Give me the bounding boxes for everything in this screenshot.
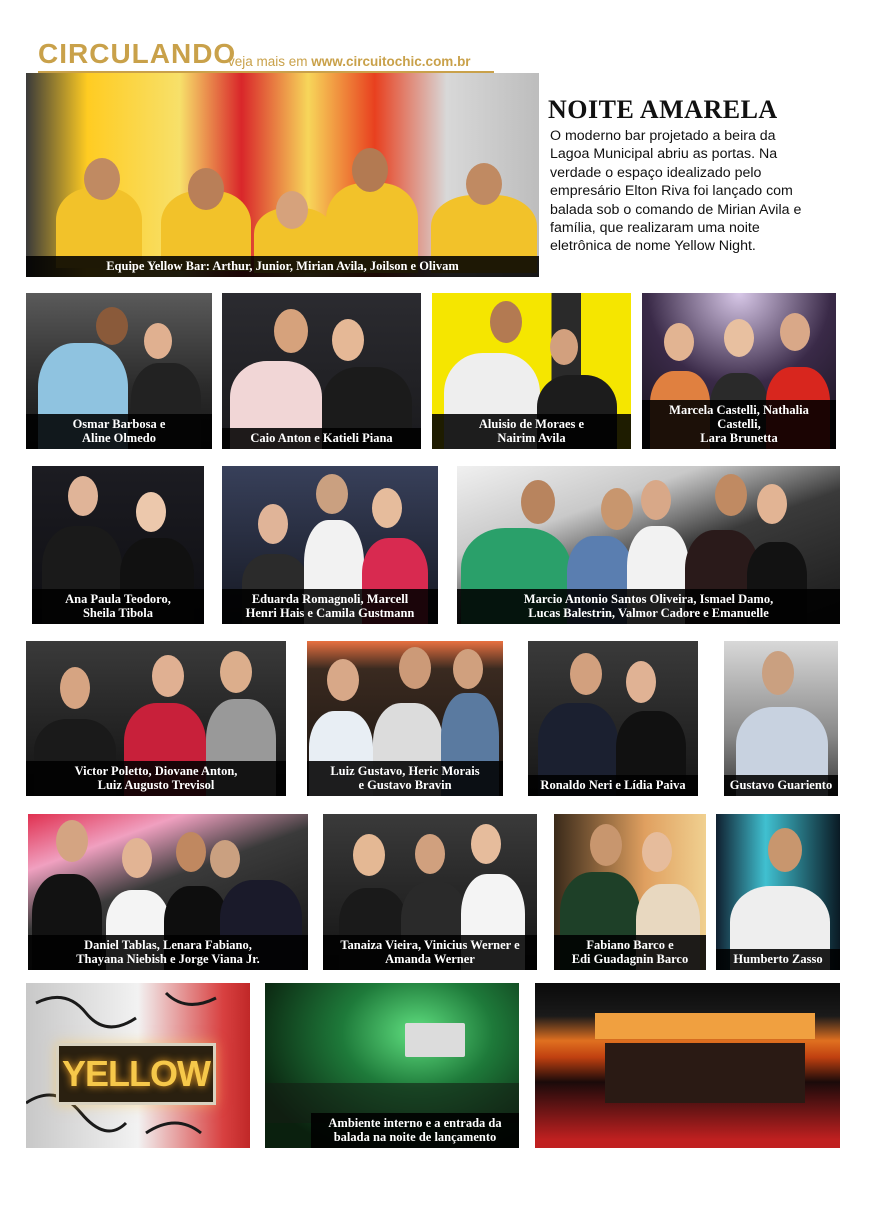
photo-r3a [26, 641, 286, 796]
photo-caption [26, 256, 539, 277]
caption-line: Luiz Gustavo, Heric Morais [330, 764, 480, 778]
caption-line: Equipe Yellow Bar: Arthur, Junior, Mirian Avila, Joilson e Olivam [106, 259, 459, 273]
yellow-sign-text: YELLOW [62, 1053, 210, 1094]
caption-line: Edi Guadagnin Barco [571, 952, 689, 966]
caption-line: Daniel Tablas, Lenara Fabiano, [84, 938, 252, 952]
photo-caption [222, 428, 421, 449]
photo-r3d [724, 641, 838, 796]
photo-caption [724, 775, 838, 796]
photo-r2c [457, 466, 840, 624]
photo-r1a [26, 293, 212, 449]
photo-caption [32, 589, 204, 624]
more-url[interactable]: www.circuitochic.com.br [311, 54, 471, 69]
yellow-sign [56, 1043, 216, 1105]
caption-line: Victor Poletto, Diovane Anton, [74, 764, 238, 778]
caption-line: Ronaldo Neri e Lídia Paiva [540, 778, 686, 792]
caption-line: Nairim Avila [497, 431, 566, 445]
photo-r5a [26, 983, 250, 1148]
photo-caption [642, 400, 836, 449]
caption-line: Aline Olmedo [82, 431, 156, 445]
photo-r4b [323, 814, 537, 970]
caption-line: Ana Paula Teodoro, [65, 592, 171, 606]
photo-caption [323, 935, 537, 970]
caption-line: Henri Hais e Camila Gustmann [245, 606, 415, 620]
photo-caption [528, 775, 698, 796]
photo-r4d [716, 814, 840, 970]
caption-line: Osmar Barbosa e [72, 417, 166, 431]
photo-caption [716, 949, 840, 970]
caption-line: Marcela Castelli, Nathalia Castelli, [669, 403, 809, 431]
photo-caption [26, 761, 286, 796]
photo-r4a [28, 814, 308, 970]
photo-caption [222, 589, 438, 624]
caption-line: Caio Anton e Katieli Piana [250, 431, 393, 445]
section-title: CIRCULANDO [38, 38, 237, 69]
caption-line: Luiz Augusto Trevisol [97, 778, 215, 792]
photo-r5b [265, 983, 519, 1148]
photo-caption [307, 761, 503, 796]
more-link-text[interactable] [228, 54, 471, 69]
caption-line: balada na noite de lançamento [333, 1130, 497, 1144]
more-prefix: veja mais em [228, 54, 312, 69]
photo-caption [432, 414, 631, 449]
caption-line: Eduarda Romagnoli, Marcell [251, 592, 409, 606]
caption-line: Tanaiza Vieira, Vinicius Werner e [340, 938, 520, 952]
photo-caption [28, 935, 308, 970]
caption-line: Ambiente interno e a entrada da [328, 1116, 502, 1130]
photo-r4c [554, 814, 706, 970]
photo-r2b [222, 466, 438, 624]
caption-line: Gustavo Guariento [729, 778, 833, 792]
caption-line: Amanda Werner [385, 952, 475, 966]
photo-r3c [528, 641, 698, 796]
photo-r2a [32, 466, 204, 624]
photo-r1c [432, 293, 631, 449]
photo-r5c [535, 983, 840, 1148]
caption-line: Lucas Balestrin, Valmor Cadore e Emanuelle [528, 606, 769, 620]
photo-caption [26, 414, 212, 449]
photo-caption [311, 1113, 519, 1148]
photo-r1b [222, 293, 421, 449]
caption-line: Fabiano Barco e [586, 938, 674, 952]
photo-r1d [642, 293, 836, 449]
caption-line: Aluisio de Moraes e [478, 417, 585, 431]
article-body: O moderno bar projetado a beira da Lagoa Municipal abriu as portas. Na verdade o espaço idealizado pelo empresário Elton Riva foi lançado com balada sob o comando de Mirian Avila e família, que realizaram uma noite eletrônica de nome Yellow Night. [550, 128, 802, 255]
photo-caption [457, 589, 840, 624]
caption-line: Sheila Tibola [82, 606, 154, 620]
caption-line: Lara Brunetta [700, 431, 778, 445]
photo-team [26, 73, 539, 277]
caption-line: Humberto Zasso [733, 952, 823, 966]
photo-r3b [307, 641, 503, 796]
photo-caption [554, 935, 706, 970]
caption-line: Thayana Niebish e Jorge Viana Jr. [76, 952, 260, 966]
article-title: NOITE AMARELA [548, 95, 778, 124]
caption-line: e Gustavo Bravin [358, 778, 452, 792]
caption-line: Marcio Antonio Santos Oliveira, Ismael Damo, [523, 592, 774, 606]
